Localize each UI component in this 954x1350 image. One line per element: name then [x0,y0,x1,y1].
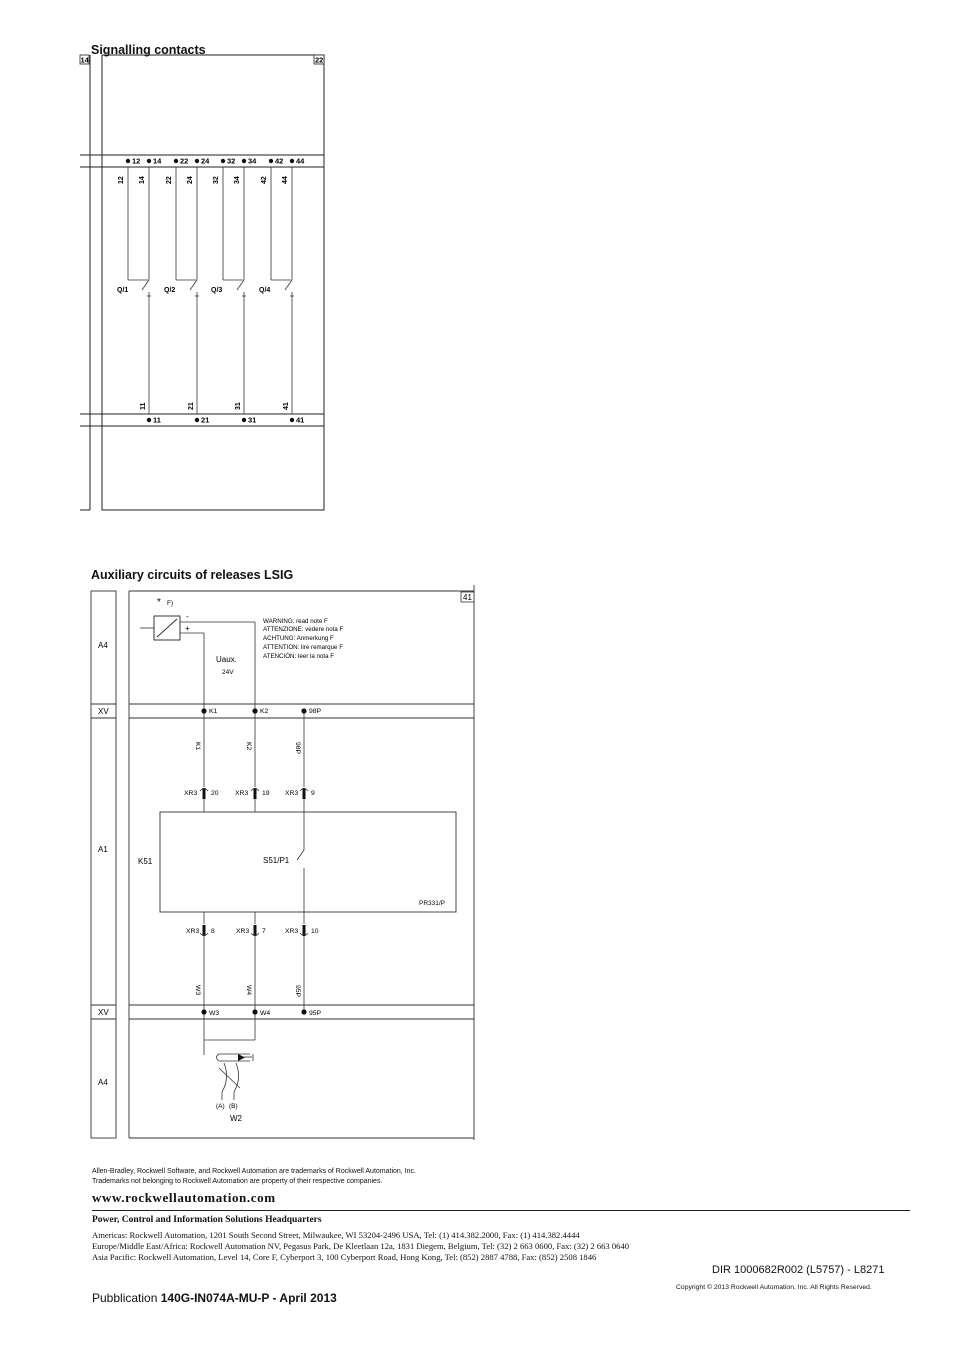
wire-label: K1 [194,742,201,751]
top-wire-label: 34 [234,176,241,184]
xr3-label: XR3 [235,790,249,797]
contact-label: Q/4 [259,287,271,294]
sensor-terminal-b: (B) [229,1103,238,1110]
top-terminal-label: 14 [153,156,162,166]
address-emea: Europe/Middle East/Africa: Rockwell Automation NV, Pegasus Park, De Kleetlaan 12a, 1831 Diegem, Belgium, Tel: (32) 2 663 0600, Fax: (32) 2 663 0640 [92,1241,630,1251]
sheet-ref: 41 [463,593,472,602]
top-wire-label: 32 [213,176,220,184]
bottom-terminal-label: 41 [296,415,305,425]
row-label: A4 [98,641,108,650]
address-americas: Americas: Rockwell Automation, 1201 South Second Street, Milwaukee, WI 53204-2496 USA, Tel: (1) 414.382.2000, Fax: (1) 414.382.4444 [92,1230,580,1240]
xv-terminal-label: W3 [209,1010,220,1017]
document-id: DIR 1000682R002 (L5757) - L8271 [712,1264,885,1276]
xr3-label: XR3 [285,790,299,797]
xr3-pin: 8 [211,928,215,935]
top-wire-label: 14 [139,176,146,184]
corner-label-right: 22 [315,55,324,65]
xr3-pin: 19 [262,790,270,797]
warning-line: ATENCIÓN: leer la nota F [263,653,335,660]
signalling-title: Signalling contacts [91,43,206,57]
supply-voltage: 24V [222,669,234,676]
publication-line [92,1291,337,1305]
wire-label: W3 [194,985,201,996]
top-wire-label: 44 [282,176,289,184]
device-model: PR331/P [419,900,446,907]
aux-diagram [0,560,954,1160]
note-marker: * [157,597,161,608]
row-label: A4 [98,1078,108,1087]
supply-label: Uaux. [216,655,237,664]
contact-name: S51/P1 [263,856,290,865]
xr3-pin: 20 [211,790,219,797]
corner-label-left: 14 [80,55,89,65]
xv-terminal-label: W4 [260,1010,271,1017]
xr3-label: XR3 [184,790,198,797]
warning-line: WARNING: read note F [263,618,328,625]
contact-label: Q/2 [164,287,176,294]
trademark-line-2: Trademarks not belonging to Rockwell Automation are property of their respective companies. [92,1178,383,1185]
wire-label: K2 [245,742,252,751]
xr3-label: XR3 [236,928,250,935]
device-name: K51 [138,857,153,866]
bottom-wire-label: 41 [283,402,290,410]
top-terminal-label: 44 [296,156,305,166]
top-terminal-label: 12 [132,156,141,166]
publication-code: 140G-IN074A-MU-P - April 2013 [160,1291,337,1305]
top-terminal-label: 42 [275,156,284,166]
xr3-pin: 10 [311,928,319,935]
signalling-diagram [0,0,954,540]
xv-terminal-label: 98P [309,708,322,715]
xr3-pin: 9 [311,790,315,797]
xr3-pin: 7 [262,928,266,935]
xv-terminal-label: K1 [209,708,218,715]
sensor-name: W2 [230,1114,242,1123]
headquarters-title: Power, Control and Information Solutions Headquarters [92,1215,322,1225]
top-terminal-label: 34 [248,156,257,166]
warning-line: ACHTUNG: Anmerkung F [263,635,334,642]
warning-line: ATTENZIONE: vedere nota F [263,626,344,633]
note-ref: F) [167,600,174,607]
top-terminal-label: 24 [201,156,210,166]
wire-label: 98P [294,742,301,755]
bottom-wire-label: 11 [140,402,147,410]
minus-sign: - [186,612,189,621]
address-apac: Asia Pacific: Rockwell Automation, Level 14, Core F, Cyberport 3, 100 Cyberport Road, Hong Kong, Tel: (852) 2887 4788, Fax: (852) 2508 1846 [92,1252,597,1262]
xv-terminal-label: 95P [309,1010,322,1017]
top-wire-label: 22 [166,176,173,184]
row-label: XV [98,707,109,716]
plus-sign: + [185,624,190,633]
row-label: XV [98,1008,109,1017]
xr3-label: XR3 [186,928,200,935]
aux-title: Auxiliary circuits of releases LSIG [91,568,294,582]
footer-divider [92,1210,910,1211]
relay-device-box [160,812,456,912]
xv-terminal-label: K2 [260,708,269,715]
contact-label: Q/3 [211,287,223,294]
top-wire-label: 42 [261,176,268,184]
xr3-label: XR3 [285,928,299,935]
bottom-wire-label: 31 [235,402,242,410]
trademark-line-1: Allen-Bradley, Rockwell Software, and Rockwell Automation are trademarks of Rockwell Automation, Inc. [92,1168,416,1175]
top-terminal-label: 22 [180,156,189,166]
bottom-terminal-label: 11 [153,415,161,425]
bottom-terminal-label: 21 [201,415,210,425]
bottom-wire-label: 21 [188,402,195,410]
sensor-terminal-a: (A) [216,1103,225,1110]
top-wire-label: 24 [187,176,194,184]
top-wire-label: 12 [118,176,125,184]
wire-label: W4 [245,985,252,996]
row-label: A1 [98,845,108,854]
copyright: Copyright © 2013 Rockwell Automation, Inc. All Rights Reserved. [676,1284,872,1291]
contact-label: Q/1 [117,287,129,294]
wire-label: 95P [294,985,301,998]
warning-line: ATTENTION: lire remarque F [263,644,343,651]
publication-prefix: Pubblication [92,1291,158,1305]
top-terminal-label: 32 [227,156,236,166]
website-url[interactable]: www.rockwellautomation.com [92,1190,276,1205]
bottom-terminal-label: 31 [248,415,257,425]
